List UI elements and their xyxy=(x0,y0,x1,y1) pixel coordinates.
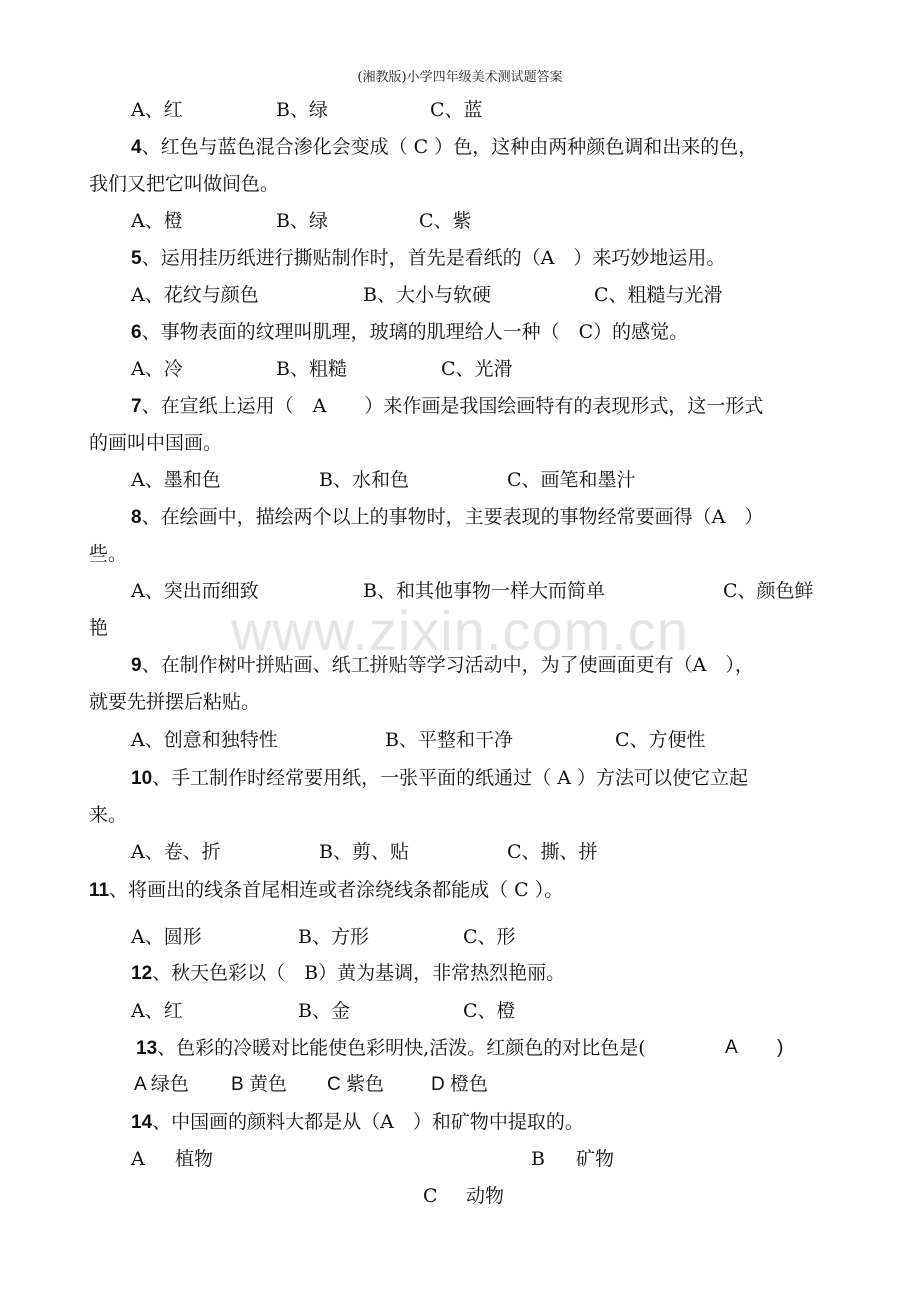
q11-number: 11 xyxy=(89,880,110,901)
q14-question: 14、中国画的颜料大都是从（A ）和矿物中提取的。 xyxy=(131,1111,584,1133)
q6-option-b: B、粗糙 xyxy=(276,358,347,380)
q14-option-a: 植物 xyxy=(175,1148,214,1170)
q3-option-b: B、绿 xyxy=(276,99,328,121)
q10-option-b: B、剪、贴 xyxy=(319,841,409,863)
q7-text: 在宣纸上运用（ A ）来作画是我国绘画特有的表现形式，这一形式 xyxy=(160,395,764,417)
q7-option-b: B、水和色 xyxy=(319,469,409,491)
q14-option-a-letter: A xyxy=(131,1148,145,1170)
q13-close-paren: ) xyxy=(777,1037,784,1058)
q10-number: 10 xyxy=(131,768,153,789)
q9-text: 在制作树叶拼贴画、纸工拼贴等学习活动中，为了使画面更有（A ）， xyxy=(160,654,754,676)
q5-number: 5 xyxy=(131,248,142,269)
q9-option-a: A、创意和独特性 xyxy=(131,729,278,751)
q14-text: 中国画的颜料大都是从（A ）和矿物中提取的。 xyxy=(171,1111,584,1133)
q8-option-a: A、突出而细致 xyxy=(131,580,259,602)
q6-text: 事物表面的纹理叫肌理，玻璃的肌理给人一种（ C）的感觉。 xyxy=(160,321,689,343)
q14-number: 14 xyxy=(131,1112,153,1133)
q13-option-c: C 紫色 xyxy=(327,1074,385,1095)
q12-question: 12、秋天色彩以（ B）黄为基调，非常热烈艳丽。 xyxy=(131,962,566,984)
q6-question: 6、事物表面的纹理叫肌理，玻璃的肌理给人一种（ C）的感觉。 xyxy=(131,321,689,343)
q9-number: 9 xyxy=(131,655,142,676)
q10-text-continued: 来。 xyxy=(89,804,128,826)
q5-text: 运用挂历纸进行撕贴制作时，首先是看纸的（A ）来巧妙地运用。 xyxy=(160,247,726,269)
q13-option-d: D 橙色 xyxy=(431,1074,489,1095)
q8-text-continued: 些。 xyxy=(89,543,128,565)
q13-answer: A xyxy=(725,1037,738,1058)
q3-option-a: A、红 xyxy=(131,99,183,121)
q14-option-c: 动物 xyxy=(466,1185,505,1207)
q10-option-a: A、卷、折 xyxy=(131,841,221,863)
q6-number: 6 xyxy=(131,322,142,343)
q13-option-a: A 绿色 xyxy=(134,1074,189,1095)
q10-question: 10、手工制作时经常要用纸，一张平面的纸通过（ A ）方法可以使它立起 xyxy=(131,767,748,789)
q3-option-c: C、蓝 xyxy=(430,99,483,121)
q5-question: 5、运用挂历纸进行撕贴制作时，首先是看纸的（A ）来巧妙地运用。 xyxy=(131,247,726,269)
q8-option-b: B、和其他事物一样大而简单 xyxy=(363,580,605,602)
q12-option-c: C、橙 xyxy=(463,1000,516,1022)
q9-option-b: B、平整和干净 xyxy=(385,729,513,751)
q8-option-c: C、颜色鲜 xyxy=(723,580,814,602)
q8-option-c-continued: 艳 xyxy=(89,617,109,639)
q10-option-c: C、撕、拼 xyxy=(507,841,598,863)
q7-text-continued: 的画叫中国画。 xyxy=(89,432,223,454)
document-header: (湘教版)小学四年级美术测试题答案 xyxy=(357,70,563,85)
q12-number: 12 xyxy=(131,963,153,984)
q13-option-b: B 黄色 xyxy=(231,1074,287,1095)
q11-option-b: B、方形 xyxy=(298,926,369,948)
q9-question: 9、在制作树叶拼贴画、纸工拼贴等学习活动中，为了使画面更有（A ）， xyxy=(131,654,754,676)
q4-text: 红色与蓝色混合渗化会变成（ C ）色，这种由两种颜色调和出来的色， xyxy=(160,136,758,158)
q4-option-b: B、绿 xyxy=(276,210,328,232)
q5-option-a: A、花纹与颜色 xyxy=(131,284,259,306)
q7-number: 7 xyxy=(131,396,142,417)
q4-text-continued: 我们又把它叫做间色。 xyxy=(89,173,280,195)
q4-question: 4、红色与蓝色混合渗化会变成（ C ）色，这种由两种颜色调和出来的色， xyxy=(131,136,758,158)
q14-option-b: 矿物 xyxy=(576,1148,615,1170)
q12-option-a: A、红 xyxy=(131,1000,183,1022)
q13-text: 色彩的冷暖对比能使色彩明快,活泼。红颜色的对比色是( xyxy=(176,1037,646,1059)
q7-option-c: C、画笔和墨汁 xyxy=(507,469,636,491)
q14-option-b-letter: B xyxy=(531,1148,545,1170)
q8-question: 8、在绘画中，描绘两个以上的事物时，主要表现的事物经常要画得（A ） xyxy=(131,506,764,528)
q5-option-c: C、粗糙与光滑 xyxy=(594,284,723,306)
watermark: www.zixin.com.cn xyxy=(231,599,689,662)
q7-question: 7、在宣纸上运用（ A ）来作画是我国绘画特有的表现形式，这一形式 xyxy=(131,395,764,417)
q4-option-a: A、橙 xyxy=(131,210,183,232)
q9-option-c: C、方便性 xyxy=(615,729,706,751)
q8-text: 在绘画中，描绘两个以上的事物时，主要表现的事物经常要画得（A ） xyxy=(160,506,764,528)
q6-option-c: C、光滑 xyxy=(441,358,513,380)
q13-question: 13、色彩的冷暖对比能使色彩明快,活泼。红颜色的对比色是( xyxy=(136,1037,646,1059)
q11-option-a: A、圆形 xyxy=(131,926,202,948)
q12-text: 秋天色彩以（ B）黄为基调，非常热烈艳丽。 xyxy=(171,962,566,984)
q9-text-continued: 就要先拼摆后粘贴。 xyxy=(89,691,261,713)
q13-number: 13 xyxy=(136,1038,158,1059)
q12-option-b: B、金 xyxy=(298,1000,350,1022)
q11-question: 11、将画出的线条首尾相连或者涂绕线条都能成（ C ）。 xyxy=(89,879,564,901)
q6-option-a: A、冷 xyxy=(131,358,183,380)
q4-option-c: C、紫 xyxy=(419,210,472,232)
q7-option-a: A、墨和色 xyxy=(131,469,221,491)
q4-number: 4 xyxy=(131,137,142,158)
q11-option-c: C、形 xyxy=(463,926,516,948)
q14-option-c-letter: C xyxy=(423,1185,438,1207)
q8-number: 8 xyxy=(131,507,142,528)
q10-text: 手工制作时经常要用纸，一张平面的纸通过（ A ）方法可以使它立起 xyxy=(171,767,748,789)
q5-option-b: B、大小与软硬 xyxy=(363,284,491,306)
q11-text: 将画出的线条首尾相连或者涂绕线条都能成（ C ）。 xyxy=(128,879,564,901)
